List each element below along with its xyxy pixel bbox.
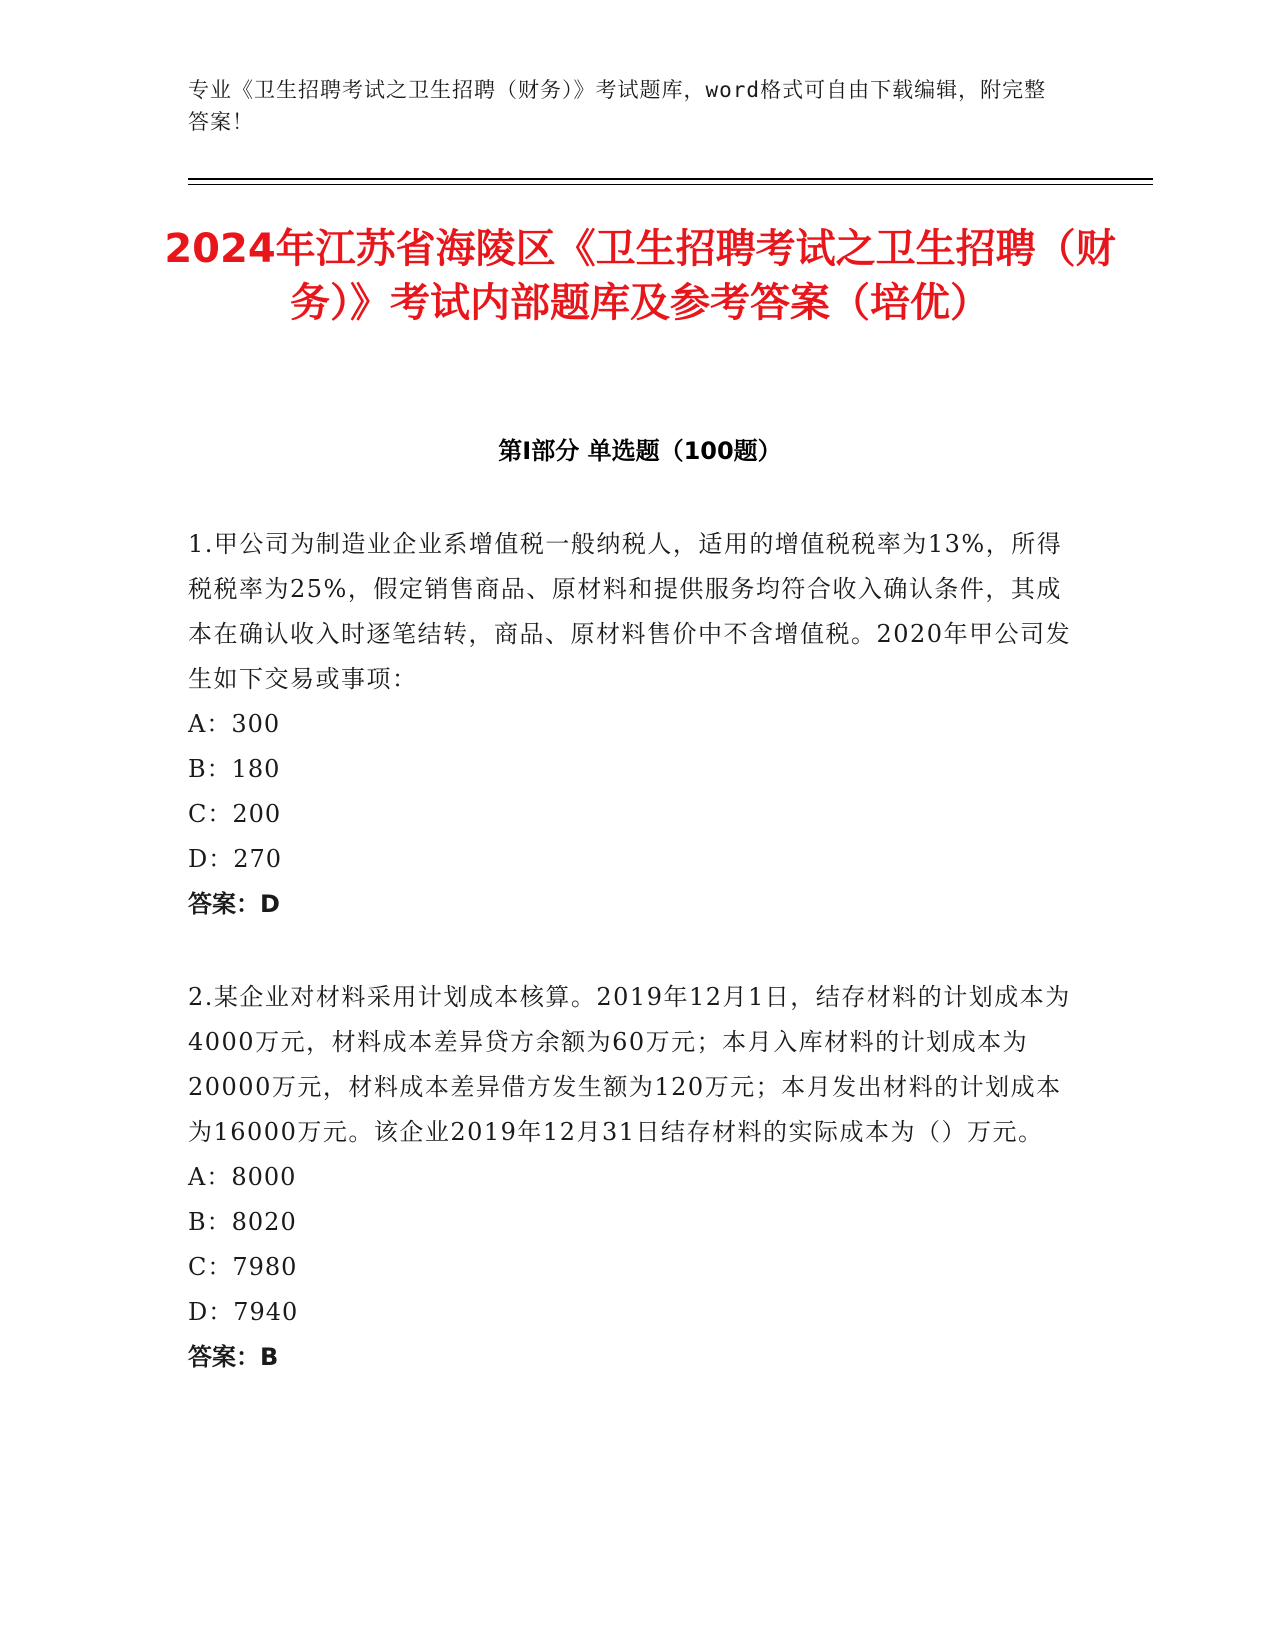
header-divider-thick <box>188 178 1153 180</box>
option-b: B：180 <box>188 755 281 783</box>
option-d: D：7940 <box>188 1298 299 1326</box>
answer-line: 答案：B <box>188 1343 279 1371</box>
question-stem: 1.甲公司为制造业企业系增值税一般纳税人，适用的增值税税率为13%，所得税税率为25%，假定销售商品、原材料和提供服务均符合收入确认条件，其成本在确认收入时逐笔结转，商品、原材料售价中不含增值税。2020年甲公司发生如下交易或事项： <box>188 530 1072 693</box>
header-note: 专业《卫生招聘考试之卫生招聘（财务）》考试题库，word格式可自由下载编辑，附完整答案！ <box>188 78 1047 134</box>
question-2 <box>188 975 1078 1380</box>
option-c: C：200 <box>188 800 282 828</box>
option-b: B：8020 <box>188 1208 297 1236</box>
option-d: D：270 <box>188 845 283 873</box>
question-1 <box>188 522 1078 927</box>
option-c: C：7980 <box>188 1253 298 1281</box>
header-divider-thin <box>188 184 1153 185</box>
question-stem: 2.某企业对材料采用计划成本核算。2019年12月1日，结存材料的计划成本为4000万元，材料成本差异贷方余额为60万元；本月入库材料的计划成本为20000万元，材料成本差异借方发生额为120万元；本月发出材料的计划成本为16000万元。该企业2019年12月31日结存材料的实际成本为（）万元。 <box>188 983 1071 1146</box>
section-heading: 第Ⅰ部分 单选题（100题） <box>498 437 782 465</box>
document-title: 2024年江苏省海陵区《卫生招聘考试之卫生招聘（财务）》考试内部题库及参考答案（培优） <box>164 226 1116 326</box>
option-a: A：8000 <box>188 1163 297 1191</box>
answer-line: 答案：D <box>188 890 280 918</box>
option-a: A：300 <box>188 710 281 738</box>
